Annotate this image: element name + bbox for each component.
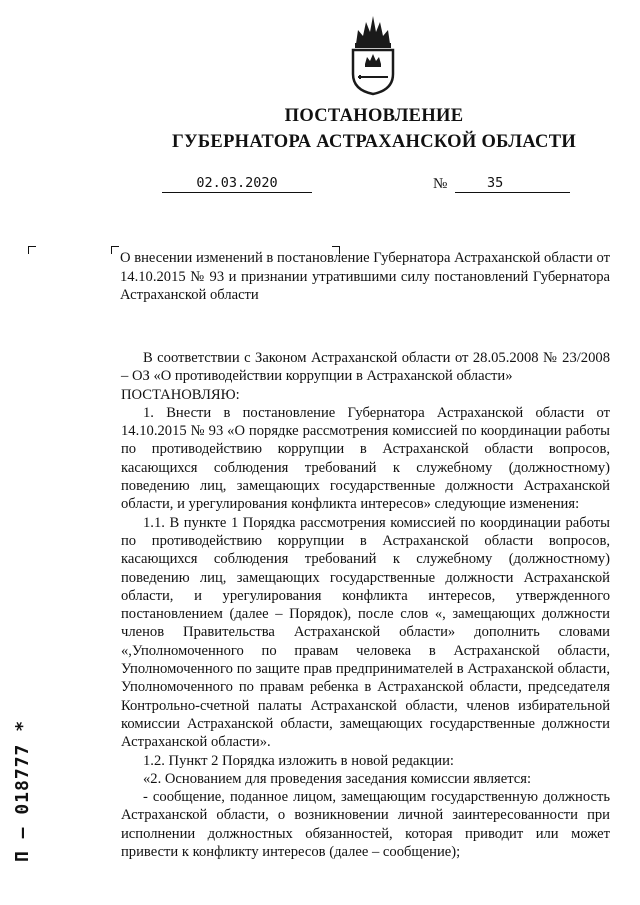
corner-mark-left: [28, 246, 36, 254]
document-subject: О внесении изменений в постановление Губернатора Астраханской области от 14.10.2015 № 93 и признании утратившими силу постановлений Губернатора Астраханской области: [120, 250, 610, 304]
document-type-title: ПОСТАНОВЛЕНИЕ: [284, 106, 464, 126]
paragraph-1-1: 1.1. В пункте 1 Порядка рассмотрения комиссией по координации работы по противодействию коррупции в Астраханской области вопросов, касающихся соблюдения требований к служебному (должностному) поведению лиц, замещающих государственные должности Астраханской области, и урегулирования конфликта интересов, утвержденного постановлением (далее – Порядок), после слов «, замещающих должности членов Правительства Астраханской области» дополнить словами «,Уполномоченного по правам человека в Астраханской области, Уполномоченного по защите прав предпринимателей в Астраханской области, Уполномоченного по правам ребенка в Астраханской области, председателя Контрольно-счетной палаты Астраханской области, членов избирательной комиссии Астраханской области, замещающих государственные должности Астраханской области».: [121, 514, 610, 751]
document-date: 02.03.2020: [162, 175, 312, 193]
margin-serial-number: П – 018777 *: [12, 719, 33, 862]
paragraph-1-2-quote: «2. Основанием для проведения заседания комиссии является:: [143, 770, 532, 787]
paragraph-1-2: 1.2. Пункт 2 Порядка изложить в новой редакции:: [143, 752, 454, 769]
number-label: №: [433, 176, 448, 192]
paragraph-1-2-item: - сообщение, поданное лицом, замещающим государственную должность Астраханской области, о возникновении личной заинтересованности при исполнении должностных обязанностей, которая приводит или может привести к конфликту интересов (далее – сообщение);: [121, 789, 610, 861]
paragraph-1: 1. Внести в постановление Губернатора Астраханской области от 14.10.2015 № 93 «О порядке рассмотрения комиссией по координации работы по противодействию коррупции в Астраханской области вопросов, касающихся соблюдения требований к служебному (должностному) поведению лиц, замещающих государственные должности Астраханской области, и урегулирования конфликта интересов» следующие изменения:: [121, 404, 610, 513]
document-body: [121, 349, 610, 861]
intro-paragraph: В соответствии с Законом Астраханской области от 28.05.2008 № 23/2008 – ОЗ «О противодействии коррупции в Астраханской области»: [121, 350, 610, 385]
document-number: 35: [455, 175, 570, 193]
decree-word: ПОСТАНОВЛЯЮ:: [121, 386, 240, 403]
coat-of-arms-icon: [348, 14, 398, 96]
corner-mark-subject-start: [111, 246, 119, 254]
issuer-title: ГУБЕРНАТОРА АСТРАХАНСКОЙ ОБЛАСТИ: [171, 132, 577, 152]
